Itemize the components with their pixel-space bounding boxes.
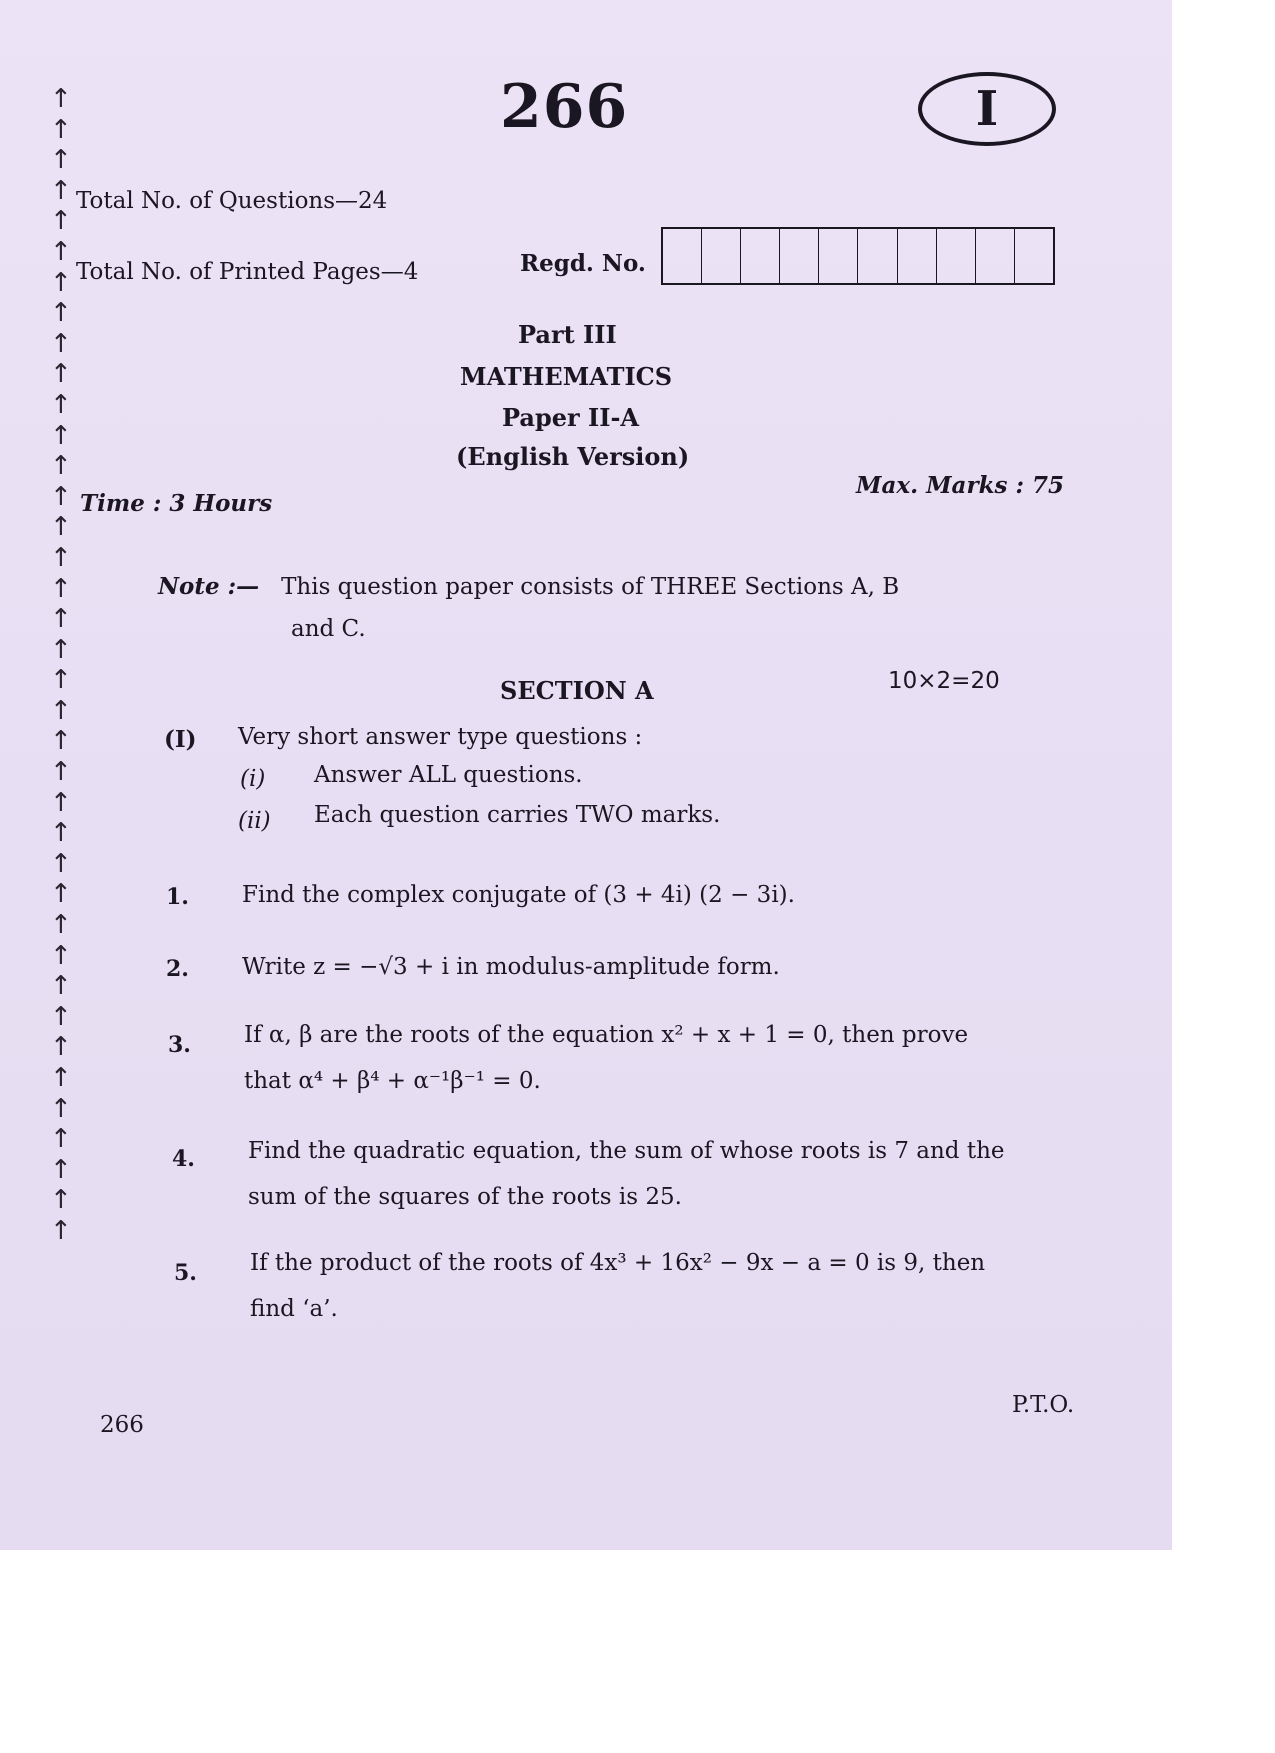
question-number: 1. <box>166 884 189 910</box>
up-arrow-icon: ↑ <box>50 328 72 359</box>
up-arrow-icon: ↑ <box>50 879 72 910</box>
up-arrow-icon: ↑ <box>50 1154 72 1185</box>
up-arrow-icon: ↑ <box>50 1215 72 1246</box>
up-arrow-icon: ↑ <box>50 359 72 390</box>
up-arrow-icon: ↑ <box>50 542 72 573</box>
up-arrow-icon: ↑ <box>50 1185 72 1216</box>
up-arrow-icon: ↑ <box>50 695 72 726</box>
group-label: (I) <box>164 726 197 753</box>
up-arrow-icon: ↑ <box>50 206 72 237</box>
footer-paper-code: 266 <box>100 1412 144 1438</box>
up-arrow-icon: ↑ <box>50 1001 72 1032</box>
up-arrow-icon: ↑ <box>50 175 72 206</box>
paper-title: Paper II-A <box>502 403 640 432</box>
up-arrow-icon: ↑ <box>50 389 72 420</box>
section-title: SECTION A <box>500 676 654 705</box>
note-text: This question paper consists of THREE Sections A, B <box>281 574 900 600</box>
question-number: 4. <box>172 1146 195 1172</box>
regd-digit-box[interactable] <box>976 229 1015 283</box>
up-arrow-icon: ↑ <box>50 940 72 971</box>
regd-digit-box[interactable] <box>702 229 741 283</box>
regd-digit-box[interactable] <box>819 229 858 283</box>
up-arrow-icon: ↑ <box>50 787 72 818</box>
total-pages: Total No. of Printed Pages—4 <box>76 259 419 285</box>
up-arrow-icon: ↑ <box>50 757 72 788</box>
up-arrow-icon: ↑ <box>50 1093 72 1124</box>
question-text: Write z = −√3 + i in modulus-amplitude form. <box>242 954 780 980</box>
time-label: Time : 3 Hours <box>80 490 273 517</box>
up-arrow-icon: ↑ <box>50 665 72 696</box>
note-text-cont: and C. <box>291 616 366 642</box>
up-arrow-icon: ↑ <box>50 481 72 512</box>
series-badge <box>918 72 1056 146</box>
regd-digit-box[interactable] <box>780 229 819 283</box>
regd-label: Regd. No. <box>520 250 646 277</box>
version-title: (English Version) <box>456 442 690 471</box>
up-arrow-icon: ↑ <box>50 236 72 267</box>
question-text: Find the quadratic equation, the sum of whose roots is 7 and the sum of the squares of the roots is 25. <box>248 1138 1005 1210</box>
regd-digit-box[interactable] <box>1015 229 1053 283</box>
up-arrow-icon: ↑ <box>50 634 72 665</box>
section-marks: 10×2=20 <box>888 668 1000 694</box>
group-text: Very short answer type questions : <box>238 724 643 750</box>
regd-digit-box[interactable] <box>937 229 976 283</box>
question-text: Find the complex conjugate of (3 + 4i) (2 − 3i). <box>242 882 795 908</box>
instruction-text: Answer ALL questions. <box>314 762 583 788</box>
regd-digit-box[interactable] <box>858 229 897 283</box>
up-arrow-icon: ↑ <box>50 818 72 849</box>
up-arrow-icon: ↑ <box>50 512 72 543</box>
max-marks: Max. Marks : 75 <box>856 472 1064 499</box>
question-text: If the product of the roots of 4x³ + 16x² − 9x − a = 0 is 9, then find ‘a’. <box>250 1250 986 1322</box>
note <box>158 566 998 650</box>
question-number: 3. <box>168 1032 191 1058</box>
up-arrow-icon: ↑ <box>50 910 72 941</box>
regd-number-boxes[interactable] <box>661 227 1055 285</box>
question-text: If α, β are the roots of the equation x² + x + 1 = 0, then prove that α⁴ + β⁴ + α⁻¹β⁻¹ = 0. <box>244 1022 969 1094</box>
question-number: 5. <box>174 1260 197 1286</box>
regd-digit-box[interactable] <box>741 229 780 283</box>
instruction-num: (i) <box>240 766 266 792</box>
up-arrow-icon: ↑ <box>50 1032 72 1063</box>
note-label: Note :— <box>158 573 260 600</box>
up-arrow-icon: ↑ <box>50 298 72 329</box>
up-arrow-icon: ↑ <box>50 971 72 1002</box>
question-number: 2. <box>166 956 189 982</box>
pto-label: P.T.O. <box>1012 1392 1075 1418</box>
up-arrow-icon: ↑ <box>50 114 72 145</box>
up-arrow-icon: ↑ <box>50 573 72 604</box>
up-arrow-icon: ↑ <box>50 1124 72 1155</box>
series-letter: I <box>975 81 999 137</box>
up-arrow-icon: ↑ <box>50 420 72 451</box>
regd-digit-box[interactable] <box>898 229 937 283</box>
instruction-num: (ii) <box>238 808 271 834</box>
up-arrow-icon: ↑ <box>50 84 72 114</box>
up-arrow-icon: ↑ <box>50 1063 72 1093</box>
up-arrow-icon: ↑ <box>50 451 72 482</box>
subject-title: MATHEMATICS <box>460 362 673 391</box>
up-arrow-icon: ↑ <box>50 267 72 298</box>
total-questions: Total No. of Questions—24 <box>76 188 388 214</box>
up-arrow-icon: ↑ <box>50 848 72 879</box>
part-title: Part III <box>518 320 617 349</box>
up-arrow-icon: ↑ <box>50 726 72 757</box>
up-arrow-icon: ↑ <box>50 145 72 176</box>
paper-code: 266 <box>500 72 629 142</box>
instruction-text: Each question carries TWO marks. <box>314 802 721 828</box>
up-arrow-icon: ↑ <box>50 604 72 635</box>
regd-digit-box[interactable] <box>663 229 702 283</box>
